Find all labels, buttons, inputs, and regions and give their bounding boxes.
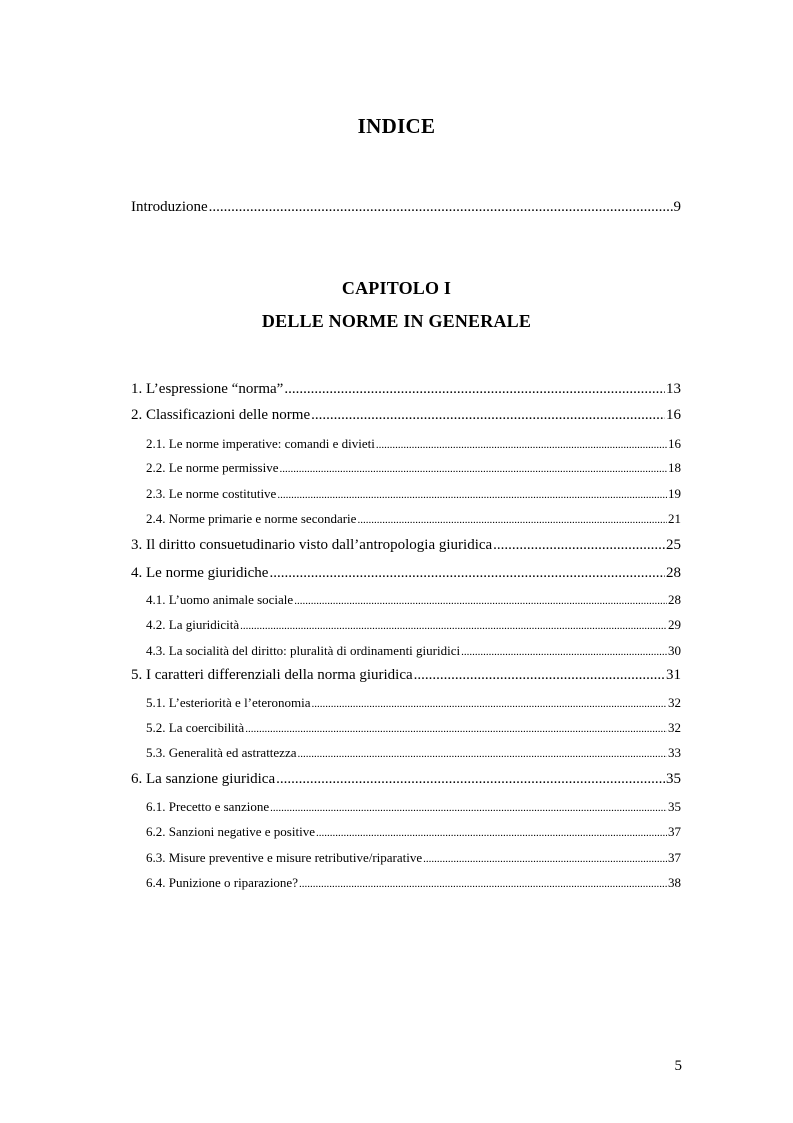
toc-entry-label: Introduzione xyxy=(131,199,208,215)
toc-entry-page: 16 xyxy=(668,436,681,451)
toc-entry-page: 38 xyxy=(668,875,681,890)
dot-leader xyxy=(316,827,667,839)
toc-subentry[interactable] xyxy=(146,643,681,659)
toc-entry-page: 33 xyxy=(668,745,681,760)
toc-entry-page: 16 xyxy=(666,407,681,423)
dot-leader xyxy=(284,381,665,398)
dot-leader xyxy=(277,489,667,501)
toc-entry-label: 4. Le norme giuridiche xyxy=(131,565,269,581)
dot-leader xyxy=(280,463,668,475)
dot-leader xyxy=(461,646,667,658)
toc-entry-label: 3. Il diritto consuetudinario visto dall’antropologia giuridica xyxy=(131,537,493,553)
toc-entry-page: 30 xyxy=(668,643,681,658)
toc-entry[interactable] xyxy=(131,771,681,788)
toc-subentry[interactable] xyxy=(146,850,681,866)
dot-leader xyxy=(312,698,668,710)
toc-entry-page: 37 xyxy=(668,850,681,865)
dot-leader xyxy=(376,439,667,451)
toc-subentry[interactable] xyxy=(146,720,681,736)
toc-subentry[interactable] xyxy=(146,745,681,761)
dot-leader xyxy=(294,595,667,607)
toc-entry-label: 5. I caratteri differenziali della norma giuridica xyxy=(131,667,413,683)
toc-entry-page: 35 xyxy=(668,799,681,814)
toc-entry-page: 19 xyxy=(668,486,681,501)
toc-entry-label: 2.1. Le norme imperative: comandi e divieti xyxy=(146,436,375,451)
toc-entry[interactable] xyxy=(131,407,681,424)
toc-entry-page: 28 xyxy=(666,565,681,581)
toc-entry-page: 35 xyxy=(666,771,681,787)
toc-entry[interactable] xyxy=(131,565,681,582)
page-number: 5 xyxy=(674,1058,682,1074)
dot-leader xyxy=(357,514,667,526)
toc-entry[interactable] xyxy=(131,537,681,554)
toc-entry-page: 25 xyxy=(666,537,681,553)
dot-leader xyxy=(493,537,665,554)
page-title: INDICE xyxy=(357,114,436,138)
chapter-label: CAPITOLO I xyxy=(341,278,452,298)
toc-entry-label: 2. Classificazioni delle norme xyxy=(131,407,311,423)
toc-entry-page: 18 xyxy=(668,460,681,475)
dot-leader xyxy=(299,878,667,890)
toc-entry-label: 4.1. L’uomo animale sociale xyxy=(146,592,294,607)
toc-entry-page: 29 xyxy=(668,617,681,632)
toc-entry-label: 4.3. La socialità del diritto: pluralità di ordinamenti giuridici xyxy=(146,643,461,658)
toc-entry-label: 4.2. La giuridicità xyxy=(146,617,240,632)
toc-subentry[interactable] xyxy=(146,436,681,452)
toc-entry-label: 2.3. Le norme costitutive xyxy=(146,486,277,501)
toc-subentry[interactable] xyxy=(146,617,681,633)
toc-entry-label: 2.2. Le norme permissive xyxy=(146,460,279,475)
toc-entry-page: 28 xyxy=(668,592,681,607)
dot-leader xyxy=(276,771,665,788)
toc-entry[interactable] xyxy=(131,667,681,684)
toc-entry-page: 31 xyxy=(666,667,681,683)
toc-entry-label: 2.4. Norme primarie e norme secondarie xyxy=(146,511,357,526)
toc-entry-label: 1. L’espressione “norma” xyxy=(131,381,284,397)
toc-subentry[interactable] xyxy=(146,824,681,840)
toc-subentry[interactable] xyxy=(146,799,681,815)
chapter-title: DELLE NORME IN GENERALE xyxy=(261,311,532,331)
toc-entry-page: 21 xyxy=(668,511,681,526)
toc-entry-label: 5.2. La coercibilità xyxy=(146,720,245,735)
toc-entry[interactable] xyxy=(131,381,681,398)
toc-entry-label: 6.3. Misure preventive e misure retributive/riparative xyxy=(146,850,423,865)
toc-entry-label: 5.3. Generalità ed astrattezza xyxy=(146,745,297,760)
toc-entry-label: 6.1. Precetto e sanzione xyxy=(146,799,270,814)
toc-entry-page: 13 xyxy=(666,381,681,397)
dot-leader xyxy=(298,748,668,760)
dot-leader xyxy=(269,565,665,582)
toc-entry-label: 6.4. Punizione o riparazione? xyxy=(146,875,298,890)
dot-leader xyxy=(240,620,667,632)
toc-entry-label: 5.1. L’esteriorità e l’eteronomia xyxy=(146,695,311,710)
dot-leader xyxy=(414,667,665,684)
toc-entry-page: 32 xyxy=(668,720,681,735)
dot-leader xyxy=(423,853,667,865)
toc-subentry[interactable] xyxy=(146,592,681,608)
toc-entry-label: 6.2. Sanzioni negative e positive xyxy=(146,824,315,839)
dot-leader xyxy=(270,802,667,814)
dot-leader xyxy=(311,407,665,424)
toc-subentry[interactable] xyxy=(146,486,681,502)
toc-entry-introduzione[interactable] xyxy=(131,199,681,216)
toc-entry-label: 6. La sanzione giuridica xyxy=(131,771,276,787)
toc-subentry[interactable] xyxy=(146,511,681,527)
dot-leader xyxy=(209,199,673,216)
toc-entry-page: 37 xyxy=(668,824,681,839)
toc-entry-page: 9 xyxy=(673,199,681,215)
toc-subentry[interactable] xyxy=(146,460,681,476)
toc-subentry[interactable] xyxy=(146,695,681,711)
toc-entry-page: 32 xyxy=(668,695,681,710)
toc-subentry[interactable] xyxy=(146,875,681,891)
dot-leader xyxy=(245,723,667,735)
